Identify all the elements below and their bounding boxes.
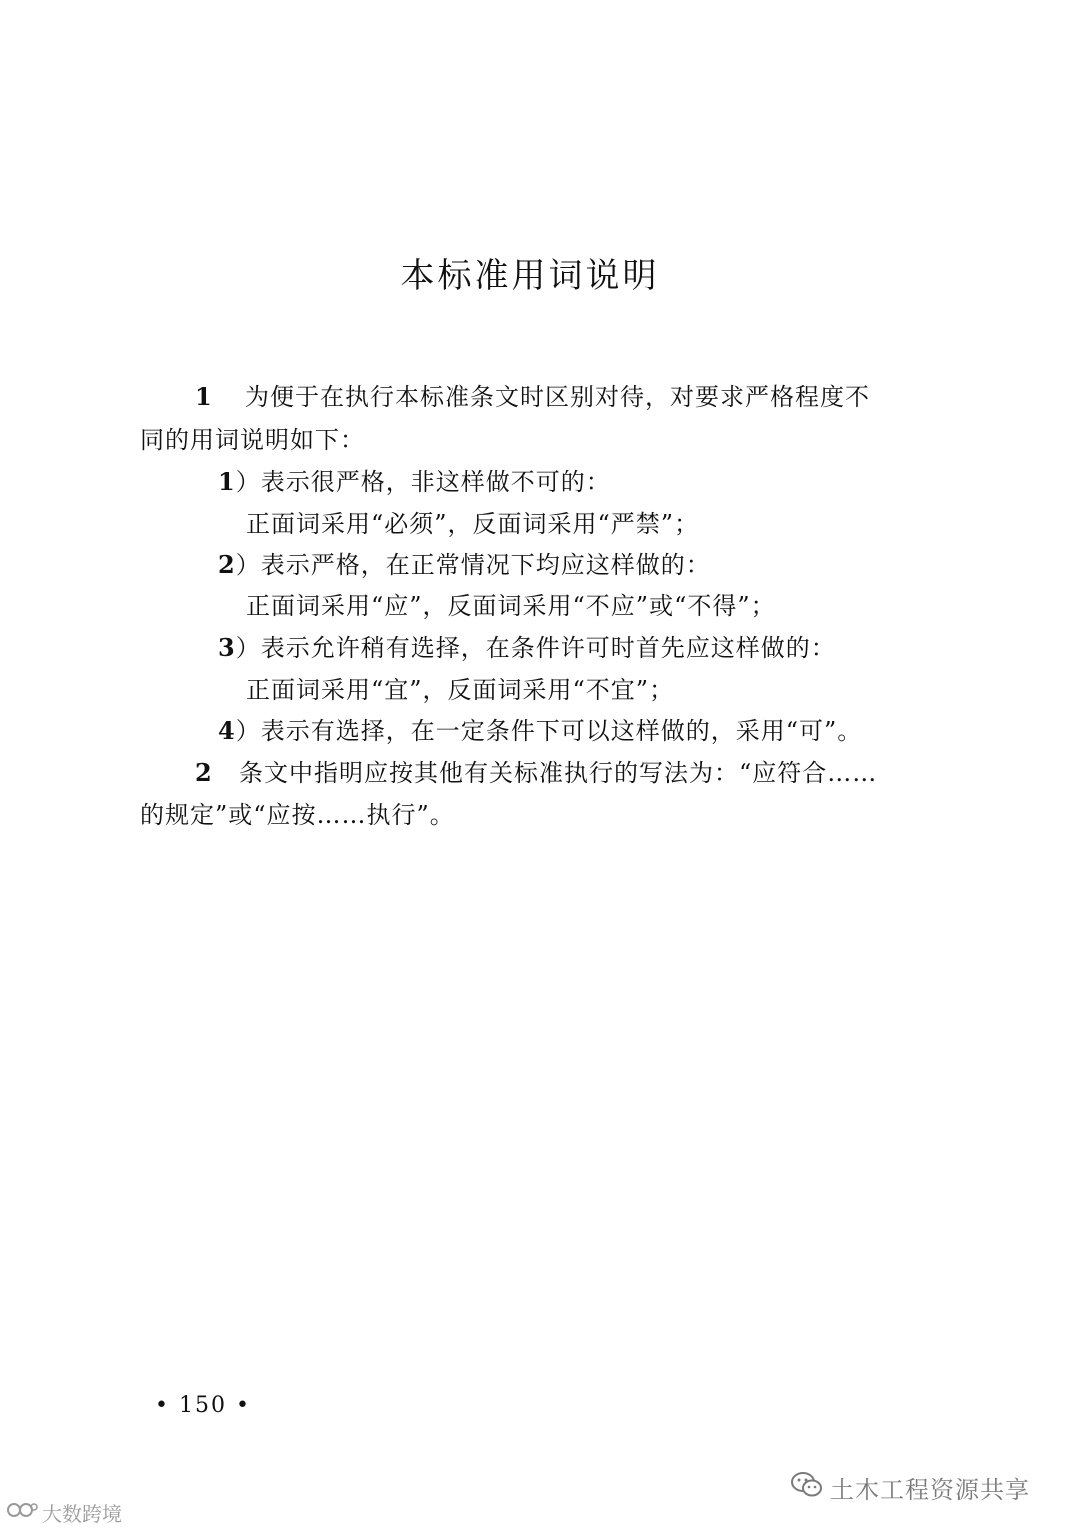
section-1-line-2: 同的用词说明如下： [140,426,365,454]
list-item-3-detail: 正面词采用“宜”，反面词采用“不宜”； [246,676,675,704]
list-item-2-detail: 正面词采用“应”，反面词采用“不应”或“不得”； [246,592,776,620]
section-1-line-1 [195,382,870,411]
list-item-3 [218,633,836,662]
list-item-1 [218,467,611,496]
item-number: 4 [218,716,236,745]
item-number: 2 [218,550,236,579]
watermark-text: 土木工程资源共享 [830,1476,1030,1504]
list-item-2 [218,550,711,579]
list-item-1-detail: 正面词采用“必须”，反面词采用“严禁”； [246,510,700,538]
section-text: 条文中指明应按其他有关标准执行的写法为：“应符合…… [239,759,878,787]
watermark-left [6,1498,122,1527]
page-number: • 150 • [155,1393,251,1418]
dashu-logo-icon [6,1499,38,1526]
wechat-icon [790,1471,824,1505]
watermark-text: 大数跨境 [42,1502,122,1526]
section-2-line-2: 的规定”或“应按……执行”。 [140,801,455,829]
page-title: 本标准用词说明 [400,256,660,296]
item-number: 1 [218,467,236,496]
item-number: 3 [218,633,236,662]
item-label: ）表示允许稍有选择，在条件许可时首先应这样做的： [235,634,836,662]
item-label: ）表示严格，在正常情况下均应这样做的： [235,551,711,579]
watermark-right [790,1470,1030,1505]
item-label: ）表示有选择，在一定条件下可以这样做的，采用“可”。 [235,717,863,745]
section-number: 1 [195,382,213,411]
list-item-4 [218,716,863,745]
item-label: ）表示很严格，非这样做不可的： [235,468,611,496]
section-number: 2 [195,758,213,787]
section-2-line-1 [195,758,878,787]
section-text: 为便于在执行本标准条文时区别对待，对要求严格程度不 [245,383,870,411]
